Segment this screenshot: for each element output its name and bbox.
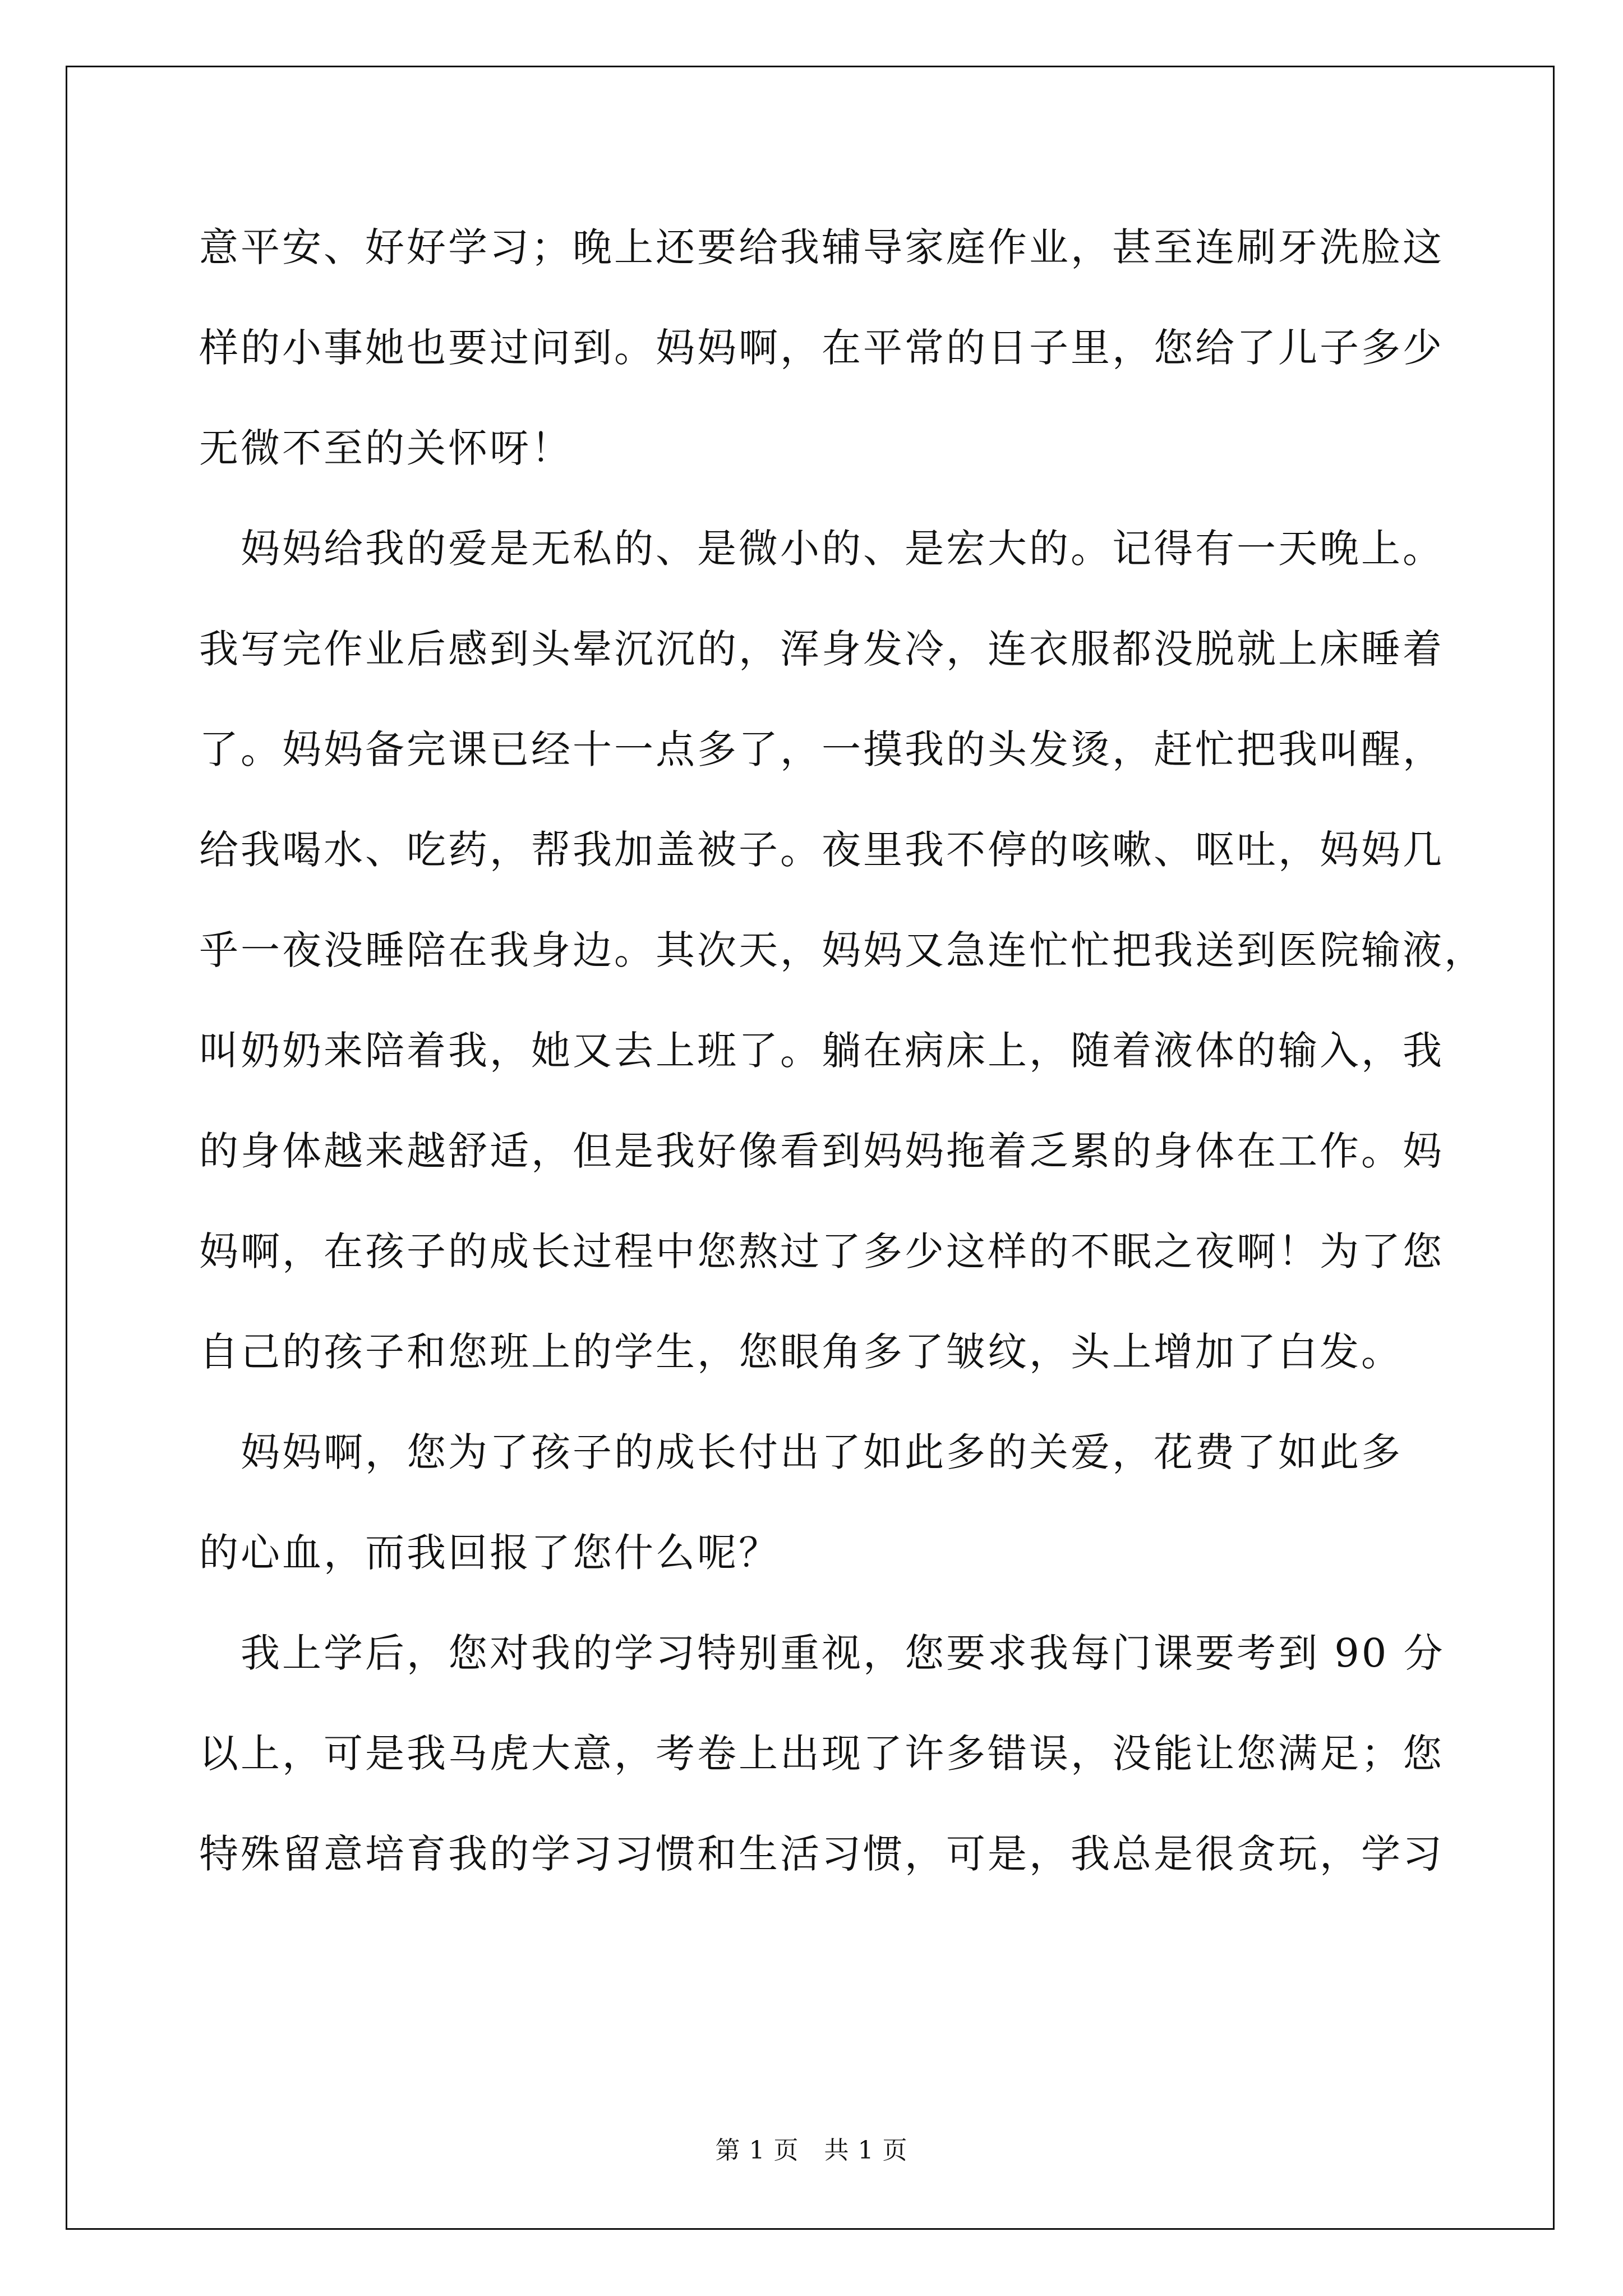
text-line: 了。妈妈备完课已经十一点多了，一摸我的头发烫，赶忙把我叫醒，: [199, 726, 1444, 772]
text-line: 无微不至的关怀呀！: [199, 425, 573, 471]
text-line: 以上，可是我马虎大意，考卷上出现了许多错误，没能让您满足；您: [199, 1731, 1444, 1777]
page-footer: 第 1 页 共 1 页: [715, 2136, 908, 2165]
text-line: 叫奶奶来陪着我，她又去上班了。躺在病床上，随着液体的输入，我: [199, 1028, 1444, 1074]
text-line: 样的小事她也要过问到。妈妈啊，在平常的日子里，您给了儿子多少: [199, 325, 1444, 371]
text-line: 特殊留意培育我的学习习惯和生活习惯，可是，我总是很贪玩，学习: [199, 1831, 1444, 1877]
text-line: 妈啊，在孩子的成长过程中您熬过了多少这样的不眠之夜啊！为了您: [199, 1228, 1444, 1274]
text-line: 自己的孩子和您班上的学生，您眼角多了皱纹，头上增加了白发。: [199, 1329, 1403, 1375]
text-line: 的身体越来越舒适，但是我好像看到妈妈拖着乏累的身体在工作。妈: [199, 1128, 1444, 1174]
text-line: 妈妈给我的爱是无私的、是微小的、是宏大的。记得有一天晚上。: [199, 526, 1444, 572]
text-line: 乎一夜没睡陪在我身边。其次天，妈妈又急连忙忙把我送到医院输液，: [199, 927, 1486, 973]
text-line: 意平安、好好学习；晚上还要给我辅导家庭作业，甚至连刷牙洗脸这: [199, 224, 1444, 270]
text-line: 我写完作业后感到头晕沉沉的，浑身发冷，连衣服都没脱就上床睡着: [199, 626, 1444, 672]
text-line: 我上学后，您对我的学习特别重视，您要求我每门课要考到 90 分: [199, 1630, 1445, 1676]
text-line: 的心血，而我回报了您什么呢？: [199, 1530, 780, 1576]
text-line: 妈妈啊，您为了孩子的成长付出了如此多的关爱，花费了如此多: [199, 1429, 1403, 1475]
text-line: 给我喝水、吃药，帮我加盖被子。夜里我不停的咳嗽、呕吐，妈妈几: [199, 827, 1444, 873]
